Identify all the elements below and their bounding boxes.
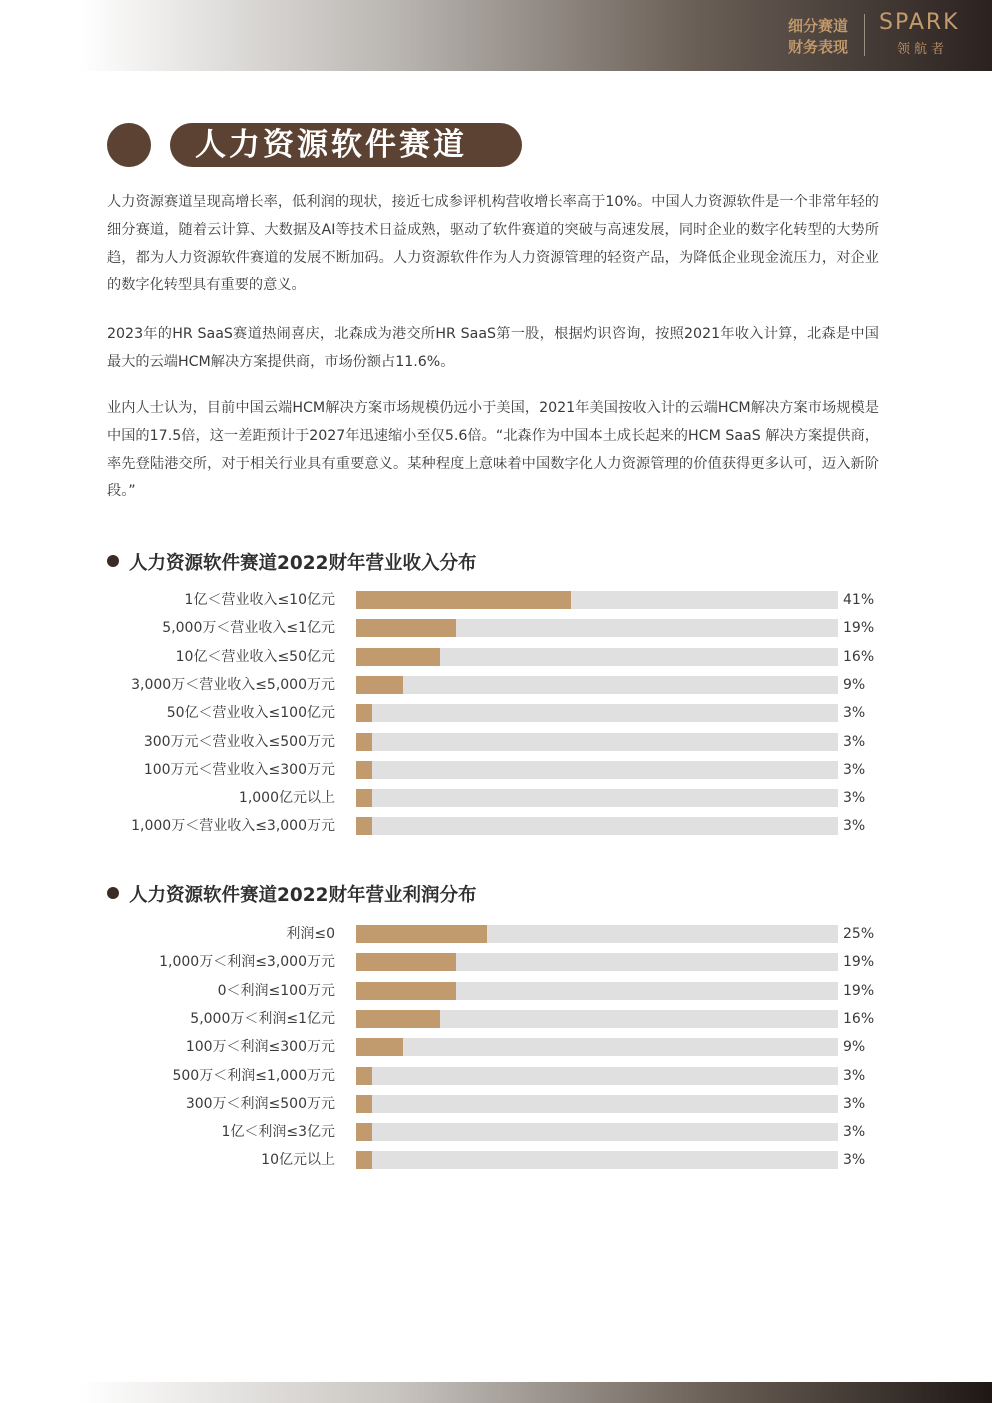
bar <box>356 1095 372 1113</box>
bar-track <box>356 704 838 722</box>
bar <box>356 789 372 807</box>
bar-value-label: 3% <box>843 705 866 722</box>
bar-label: 1,000万＜营业收入≤3,000万元 <box>131 818 335 835</box>
bar-label: 100万＜利润≤300万元 <box>185 1039 335 1056</box>
bar-track <box>356 789 838 807</box>
bar-value-label: 19% <box>843 982 875 999</box>
bar-value-label: 3% <box>843 761 866 778</box>
bar <box>356 761 372 779</box>
bar <box>356 733 372 751</box>
bar-value-label: 3% <box>843 790 866 807</box>
bar-label: 1亿＜利润≤3亿元 <box>221 1124 335 1141</box>
bar-label: 100万元＜营业收入≤300万元 <box>143 761 335 778</box>
bar-value-label: 9% <box>843 676 866 693</box>
bar-track <box>356 1151 838 1169</box>
page-title: 人力资源软件赛道 <box>195 127 467 163</box>
bar-track <box>356 1095 838 1113</box>
bar-label: 1亿＜营业收入≤10亿元 <box>184 592 335 608</box>
bar-value-label: 3% <box>843 1095 866 1112</box>
bar-value-label: 19% <box>843 620 875 637</box>
bar <box>356 591 571 609</box>
spark-logo-subtitle: 领航者 <box>897 42 949 57</box>
bar-label: 5,000万＜利润≤1亿元 <box>190 1010 335 1027</box>
bar <box>356 704 372 722</box>
revenue-chart-title <box>107 549 477 575</box>
bar-value-label: 25% <box>843 926 875 942</box>
bar <box>356 648 440 666</box>
header-line-1: 细分赛道 <box>787 17 848 35</box>
bar-label: 300万元＜营业收入≤500万元 <box>143 733 335 750</box>
bar-value-label: 16% <box>843 648 875 665</box>
footer-band <box>0 1382 992 1403</box>
revenue-chart-title-text: 人力资源软件赛道2022财年营业收入分布 <box>129 553 477 574</box>
profit-chart-title-text: 人力资源软件赛道2022财年营业利润分布 <box>129 885 477 906</box>
bar <box>356 676 403 694</box>
paragraph-3: 业内人士认为，目前中国云端HCM解决方案市场规模仍远小于美国，2021年美国按收入计的云端HCM解决方案市场规模是中国的17.5倍，这一差距预计于2027年迅速缩小至仅5.6倍。“北森作为中国本土成长起来的HCM SaaS 解决方案提供商，率先登陆港交所，对于相关行业具有重要意义。某种程度上意味着中国数字化人力资源管理的价值获得更多认可，迈入新阶段。” <box>107 400 879 500</box>
bar-track <box>356 676 838 694</box>
bar-label: 50亿＜营业收入≤100亿元 <box>166 705 335 722</box>
paragraph-1: 人力资源赛道呈现高增长率，低利润的现状，接近七成参评机构营收增长率高于10%。中国人力资源软件是一个非常年轻的细分赛道，随着云计算、大数据及AI等技术日益成熟，驱动了软件赛道的突破与高速发展，同时企业的数字化转型的大势所趋，都为人力资源软件赛道的发展不断加码。人力资源软件作为人力资源管理的轻资产品，为降低企业现金流压力，对企业的数字化转型具有重要的意义。 <box>107 194 879 294</box>
bar-value-label: 3% <box>843 1124 866 1141</box>
spark-logo: SPARK <box>879 10 960 35</box>
bar-label: 5,000万＜营业收入≤1亿元 <box>162 620 335 637</box>
bar <box>356 619 456 637</box>
bar <box>356 953 456 971</box>
bar-label: 300万＜利润≤500万元 <box>185 1095 335 1112</box>
bar-value-label: 3% <box>843 1067 866 1084</box>
bar-value-label: 3% <box>843 1152 866 1169</box>
title-dot-icon <box>107 123 151 167</box>
bar <box>356 1123 372 1141</box>
bar-track <box>356 1038 838 1056</box>
bar-label: 1,000万＜利润≤3,000万元 <box>159 954 335 971</box>
bar <box>356 925 487 943</box>
bar-track <box>356 761 838 779</box>
bar-value-label: 3% <box>843 733 866 750</box>
profit-chart-title <box>107 881 477 907</box>
bar-label: 500万＜利润≤1,000万元 <box>172 1067 335 1084</box>
bar-value-label: 9% <box>843 1039 866 1056</box>
bar <box>356 1010 440 1028</box>
bullet-icon <box>107 887 119 899</box>
bar-track <box>356 1067 838 1085</box>
bar <box>356 1151 372 1169</box>
bullet-icon <box>107 555 119 567</box>
header-divider <box>864 14 865 56</box>
bar-track <box>356 733 838 751</box>
paragraph-2: 2023年的HR SaaS赛道热闹喜庆，北森成为港交所HR SaaS第一股，根据灼识咨询，按照2021年收入计算，北森是中国最大的云端HCM解决方案提供商，市场份额占11.6%。 <box>107 326 879 370</box>
header-line-2: 财务表现 <box>787 38 848 56</box>
bar-value-label: 41% <box>843 592 875 608</box>
bar-label: 10亿元以上 <box>261 1152 335 1169</box>
bar-value-label: 19% <box>843 954 875 971</box>
bar-label: 3,000万＜营业收入≤5,000万元 <box>131 676 335 693</box>
bar <box>356 1067 372 1085</box>
bar-label: 0＜利润≤100万元 <box>217 982 335 999</box>
bar-label: 1,000亿元以上 <box>238 790 335 807</box>
bar-label: 利润≤0 <box>286 926 335 942</box>
bar-label: 10亿＜营业收入≤50亿元 <box>175 648 335 665</box>
bar-value-label: 3% <box>843 818 866 835</box>
header-section-label <box>788 16 848 58</box>
bar <box>356 817 372 835</box>
bar <box>356 1038 403 1056</box>
bar-value-label: 16% <box>843 1010 875 1027</box>
bar <box>356 982 456 1000</box>
bar-track <box>356 817 838 835</box>
bar-track <box>356 1123 838 1141</box>
